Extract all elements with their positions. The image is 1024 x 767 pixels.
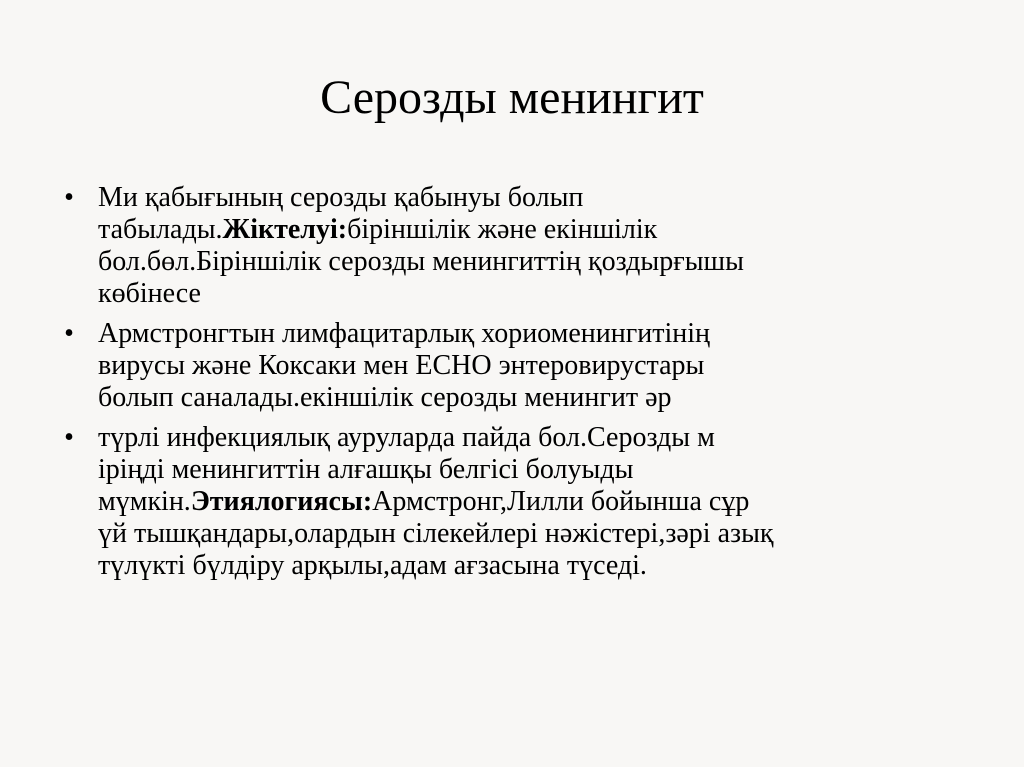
text-line [98,518,980,550]
bold-term-classification: Жіктелуі: [222,214,348,245]
bullet-item-3 [60,422,980,582]
text-run: мүмкін. [98,486,191,517]
bold-term-etiology: Этиялогиясы: [190,486,373,517]
text-run: біріншілік және екіншілік [347,214,658,245]
text-line [98,422,980,454]
text-line [98,246,980,278]
text-run: түлүкті бүлдіру арқылы,адам ағзасына түседі. [98,550,647,581]
text-run: бол.бөл.Біріншілік серозды менингиттің қоздырғышы [98,246,744,277]
text-run: вирусы және Коксаки мен ЕСНО энтеровирустары [98,350,705,381]
text-run: Ми қабығының серозды қабынуы болып [98,182,584,213]
text-line [98,454,980,486]
text-run: табылады. [98,214,223,245]
text-run: болып саналады.екіншілік серозды менингит әр [98,382,672,413]
text-line [98,182,980,214]
bullet-item-2 [60,318,980,414]
bullet-item-1 [60,182,980,310]
text-run: үй тышқандары,олардын сілекейлері нәжістері,зәрі азық [98,518,774,549]
text-line [98,278,980,310]
text-line [98,382,980,414]
text-line [98,214,980,246]
text-run: түрлі инфекциялық ауруларда пайда бол.Серозды м [98,422,715,453]
text-run: Армстронгтын лимфацитарлық хориоменингитінің [98,318,710,349]
bullet-icon: • [64,182,74,213]
text-run: іріңді менингиттін алғашқы белгісі болуыды [98,454,634,485]
bullet-icon: • [64,422,74,453]
bullet-icon: • [64,318,74,349]
slide-title: Серозды менингит [320,71,704,124]
text-line [98,350,980,382]
text-run: көбінесе [98,278,201,309]
text-run: Армстронг,Лилли бойынша сұр [372,486,750,517]
text-line [98,486,980,518]
text-line [98,550,980,582]
text-line [98,318,980,350]
bullet-list [60,182,980,590]
